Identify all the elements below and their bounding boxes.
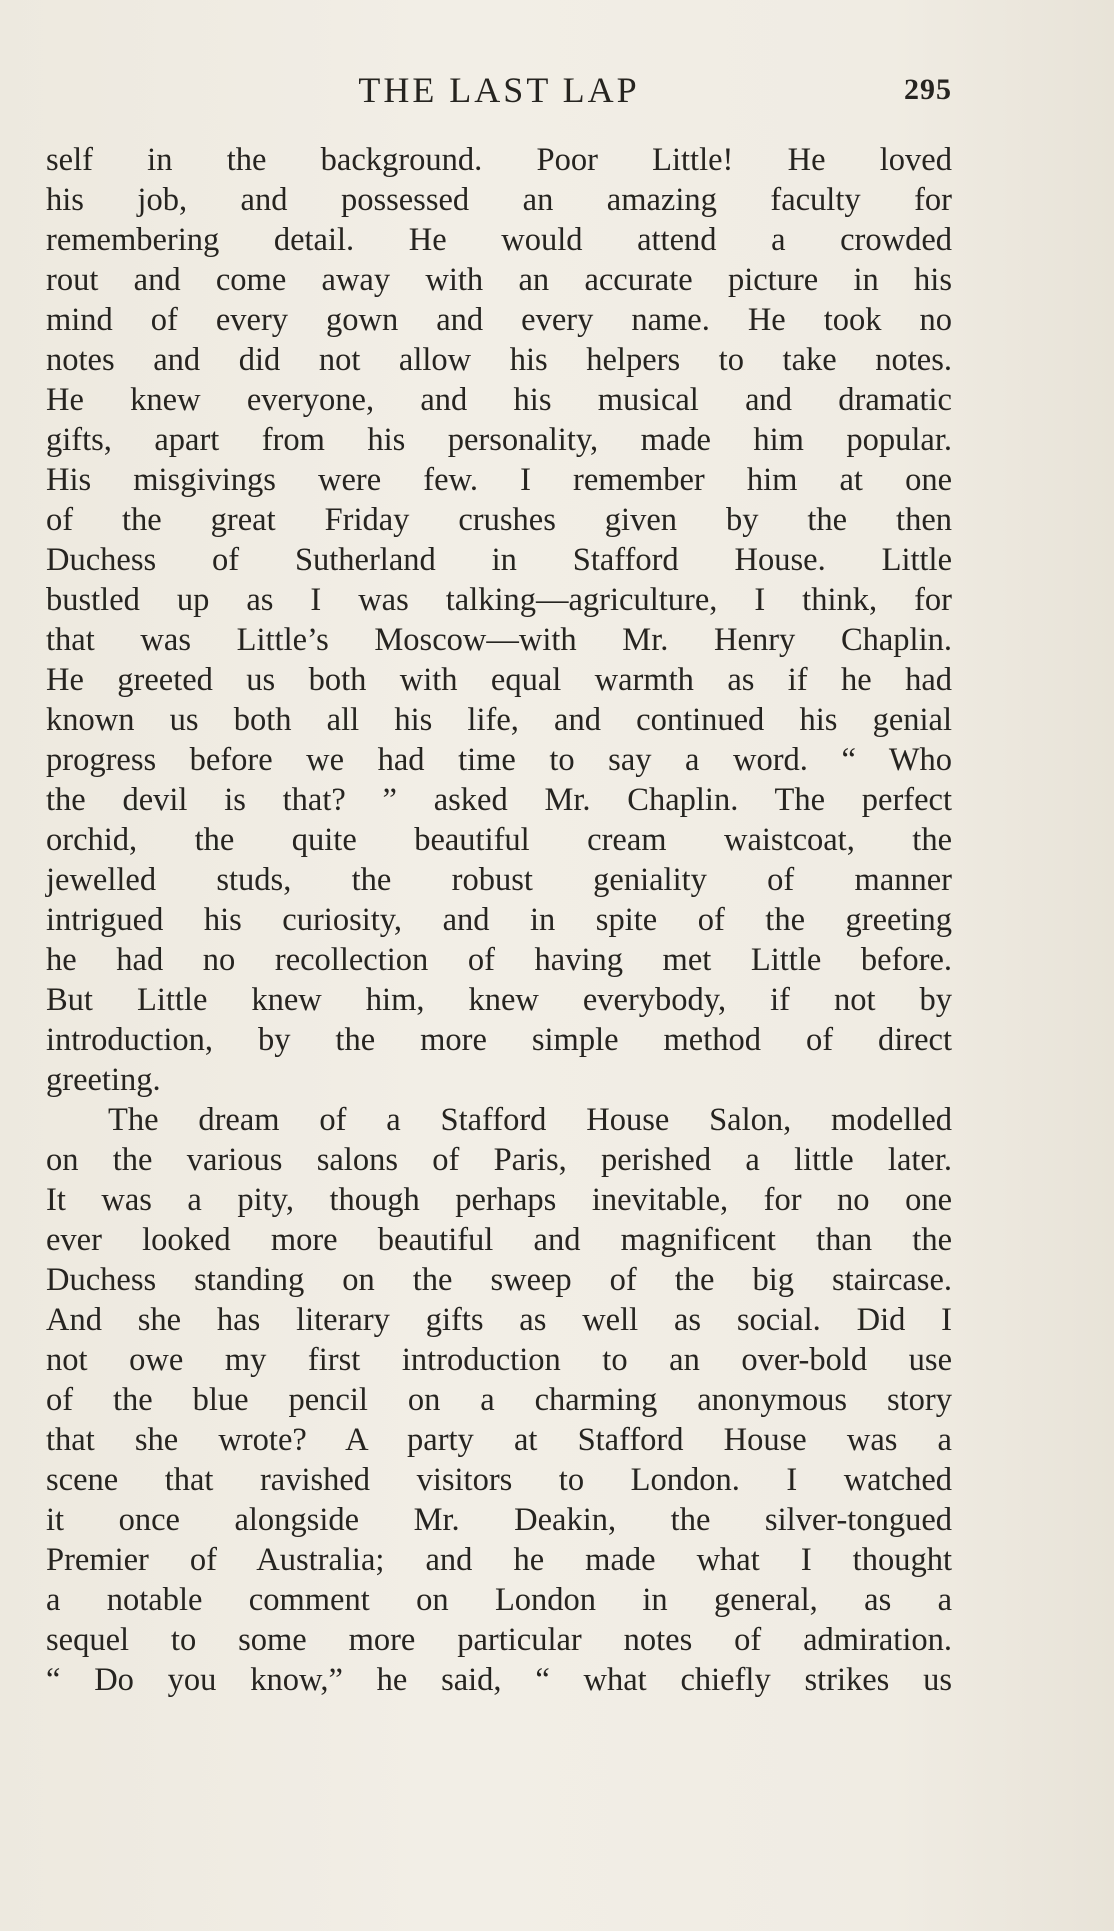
text-line: not owe my first introduction to an over-bold use bbox=[46, 1342, 952, 1378]
text-line: Premier of Australia; and he made what I thought bbox=[46, 1542, 952, 1578]
paragraph bbox=[46, 1100, 952, 1700]
text-line: intrigued his curiosity, and in spite of the greeting bbox=[46, 902, 952, 938]
text-line: And she has literary gifts as well as social. Did I bbox=[46, 1302, 952, 1338]
text-line: a notable comment on London in general, as a bbox=[46, 1582, 952, 1618]
text-line: known us both all his life, and continued his genial bbox=[46, 702, 952, 738]
text-line: orchid, the quite beautiful cream waistcoat, the bbox=[46, 822, 952, 858]
text-line: rout and come away with an accurate picture in his bbox=[46, 262, 952, 298]
text-line: gifts, apart from his personality, made him popular. bbox=[46, 422, 952, 458]
text-line: His misgivings were few. I remember him at one bbox=[46, 462, 952, 498]
text-line: mind of every gown and every name. He took no bbox=[46, 302, 952, 338]
paragraph bbox=[46, 140, 952, 1100]
running-head bbox=[46, 64, 952, 116]
text-line: It was a pity, though perhaps inevitable, for no one bbox=[46, 1182, 952, 1218]
text-line: “ Do you know,” he said, “ what chiefly strikes us bbox=[46, 1662, 952, 1698]
text-line: self in the background. Poor Little! He loved bbox=[46, 142, 952, 178]
text-line: But Little knew him, knew everybody, if not by bbox=[46, 982, 952, 1018]
text-line: on the various salons of Paris, perished a little later. bbox=[46, 1142, 952, 1178]
text-line: of the great Friday crushes given by the then bbox=[46, 502, 952, 538]
text-line: his job, and possessed an amazing faculty for bbox=[46, 182, 952, 218]
body-text bbox=[46, 140, 952, 1700]
text-line: He knew everyone, and his musical and dramatic bbox=[46, 382, 952, 418]
text-line: that was Little’s Moscow—with Mr. Henry Chaplin. bbox=[46, 622, 952, 658]
text-line: remembering detail. He would attend a crowded bbox=[46, 222, 952, 258]
text-line: greeting. bbox=[46, 1062, 161, 1098]
text-line: bustled up as I was talking—agriculture, I think, for bbox=[46, 582, 952, 618]
text-line: notes and did not allow his helpers to take notes. bbox=[46, 342, 952, 378]
text-line: scene that ravished visitors to London. I watched bbox=[46, 1462, 952, 1498]
text-line: sequel to some more particular notes of admiration. bbox=[46, 1622, 952, 1658]
text-line: Duchess standing on the sweep of the big staircase. bbox=[46, 1262, 952, 1298]
text-line: He greeted us both with equal warmth as if he had bbox=[46, 662, 952, 698]
text-line: the devil is that? ” asked Mr. Chaplin. The perfect bbox=[46, 782, 952, 818]
text-line: it once alongside Mr. Deakin, the silver-tongued bbox=[46, 1502, 952, 1538]
text-line: of the blue pencil on a charming anonymous story bbox=[46, 1382, 952, 1418]
text-line: ever looked more beautiful and magnificent than the bbox=[46, 1222, 952, 1258]
running-title: THE LAST LAP bbox=[358, 70, 640, 110]
text-line: Duchess of Sutherland in Stafford House. Little bbox=[46, 542, 952, 578]
page-number: 295 bbox=[904, 73, 952, 106]
text-line: that she wrote? A party at Stafford House was a bbox=[46, 1422, 952, 1458]
text-line: The dream of a Stafford House Salon, modelled bbox=[108, 1102, 952, 1138]
text-line: jewelled studs, the robust geniality of manner bbox=[46, 862, 952, 898]
text-line: he had no recollection of having met Little before. bbox=[46, 942, 952, 978]
text-line: introduction, by the more simple method of direct bbox=[46, 1022, 952, 1058]
text-line: progress before we had time to say a word. “ Who bbox=[46, 742, 952, 778]
